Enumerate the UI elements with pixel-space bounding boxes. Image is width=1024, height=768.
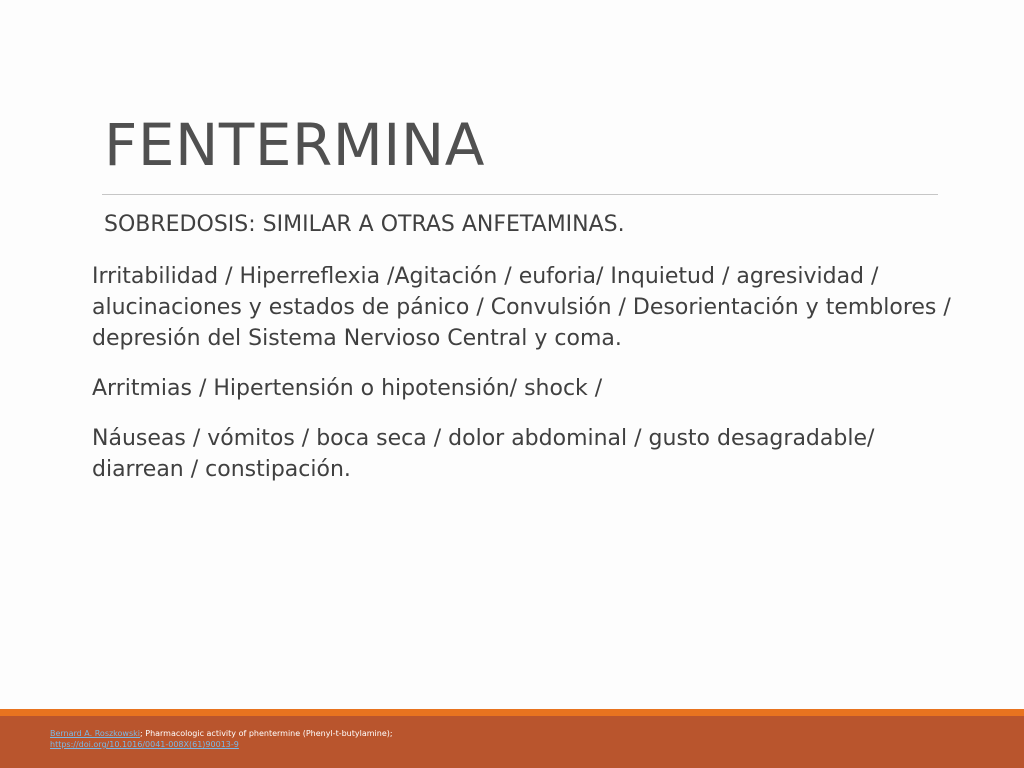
doi-link[interactable]: https://doi.org/10.1016/0041-008X(61)90013-9: [50, 740, 239, 749]
symptoms-gastrointestinal: Náuseas / vómitos / boca seca / dolor abdominal / gusto desagradable/ diarrean / constipación.: [92, 426, 875, 482]
citation-text: ; Pharmacologic activity of phentermine (Phenyl-t-butylamine);: [140, 729, 393, 738]
symptoms-neurological: Irritabilidad / Hiperreflexia /Agitación / euforia/ Inquietud / agresividad / alucinaciones y estados de pánico / Convulsión / Desorientación y temblores / depresión del Sistema Nervioso Central y coma.: [92, 264, 951, 351]
citation: [50, 728, 610, 750]
footer-accent-stripe: [0, 709, 1024, 716]
symptoms-cardiovascular: Arritmias / Hipertensión o hipotensión/ shock /: [92, 376, 603, 401]
author-link[interactable]: Bernard A. Roszkowski: [50, 729, 140, 738]
title-divider: [102, 194, 938, 195]
slide-subtitle: SOBREDOSIS: SIMILAR A OTRAS ANFETAMINAS.: [104, 212, 625, 237]
body-content: [92, 261, 962, 504]
slide-title: FENTERMINA: [104, 111, 485, 179]
